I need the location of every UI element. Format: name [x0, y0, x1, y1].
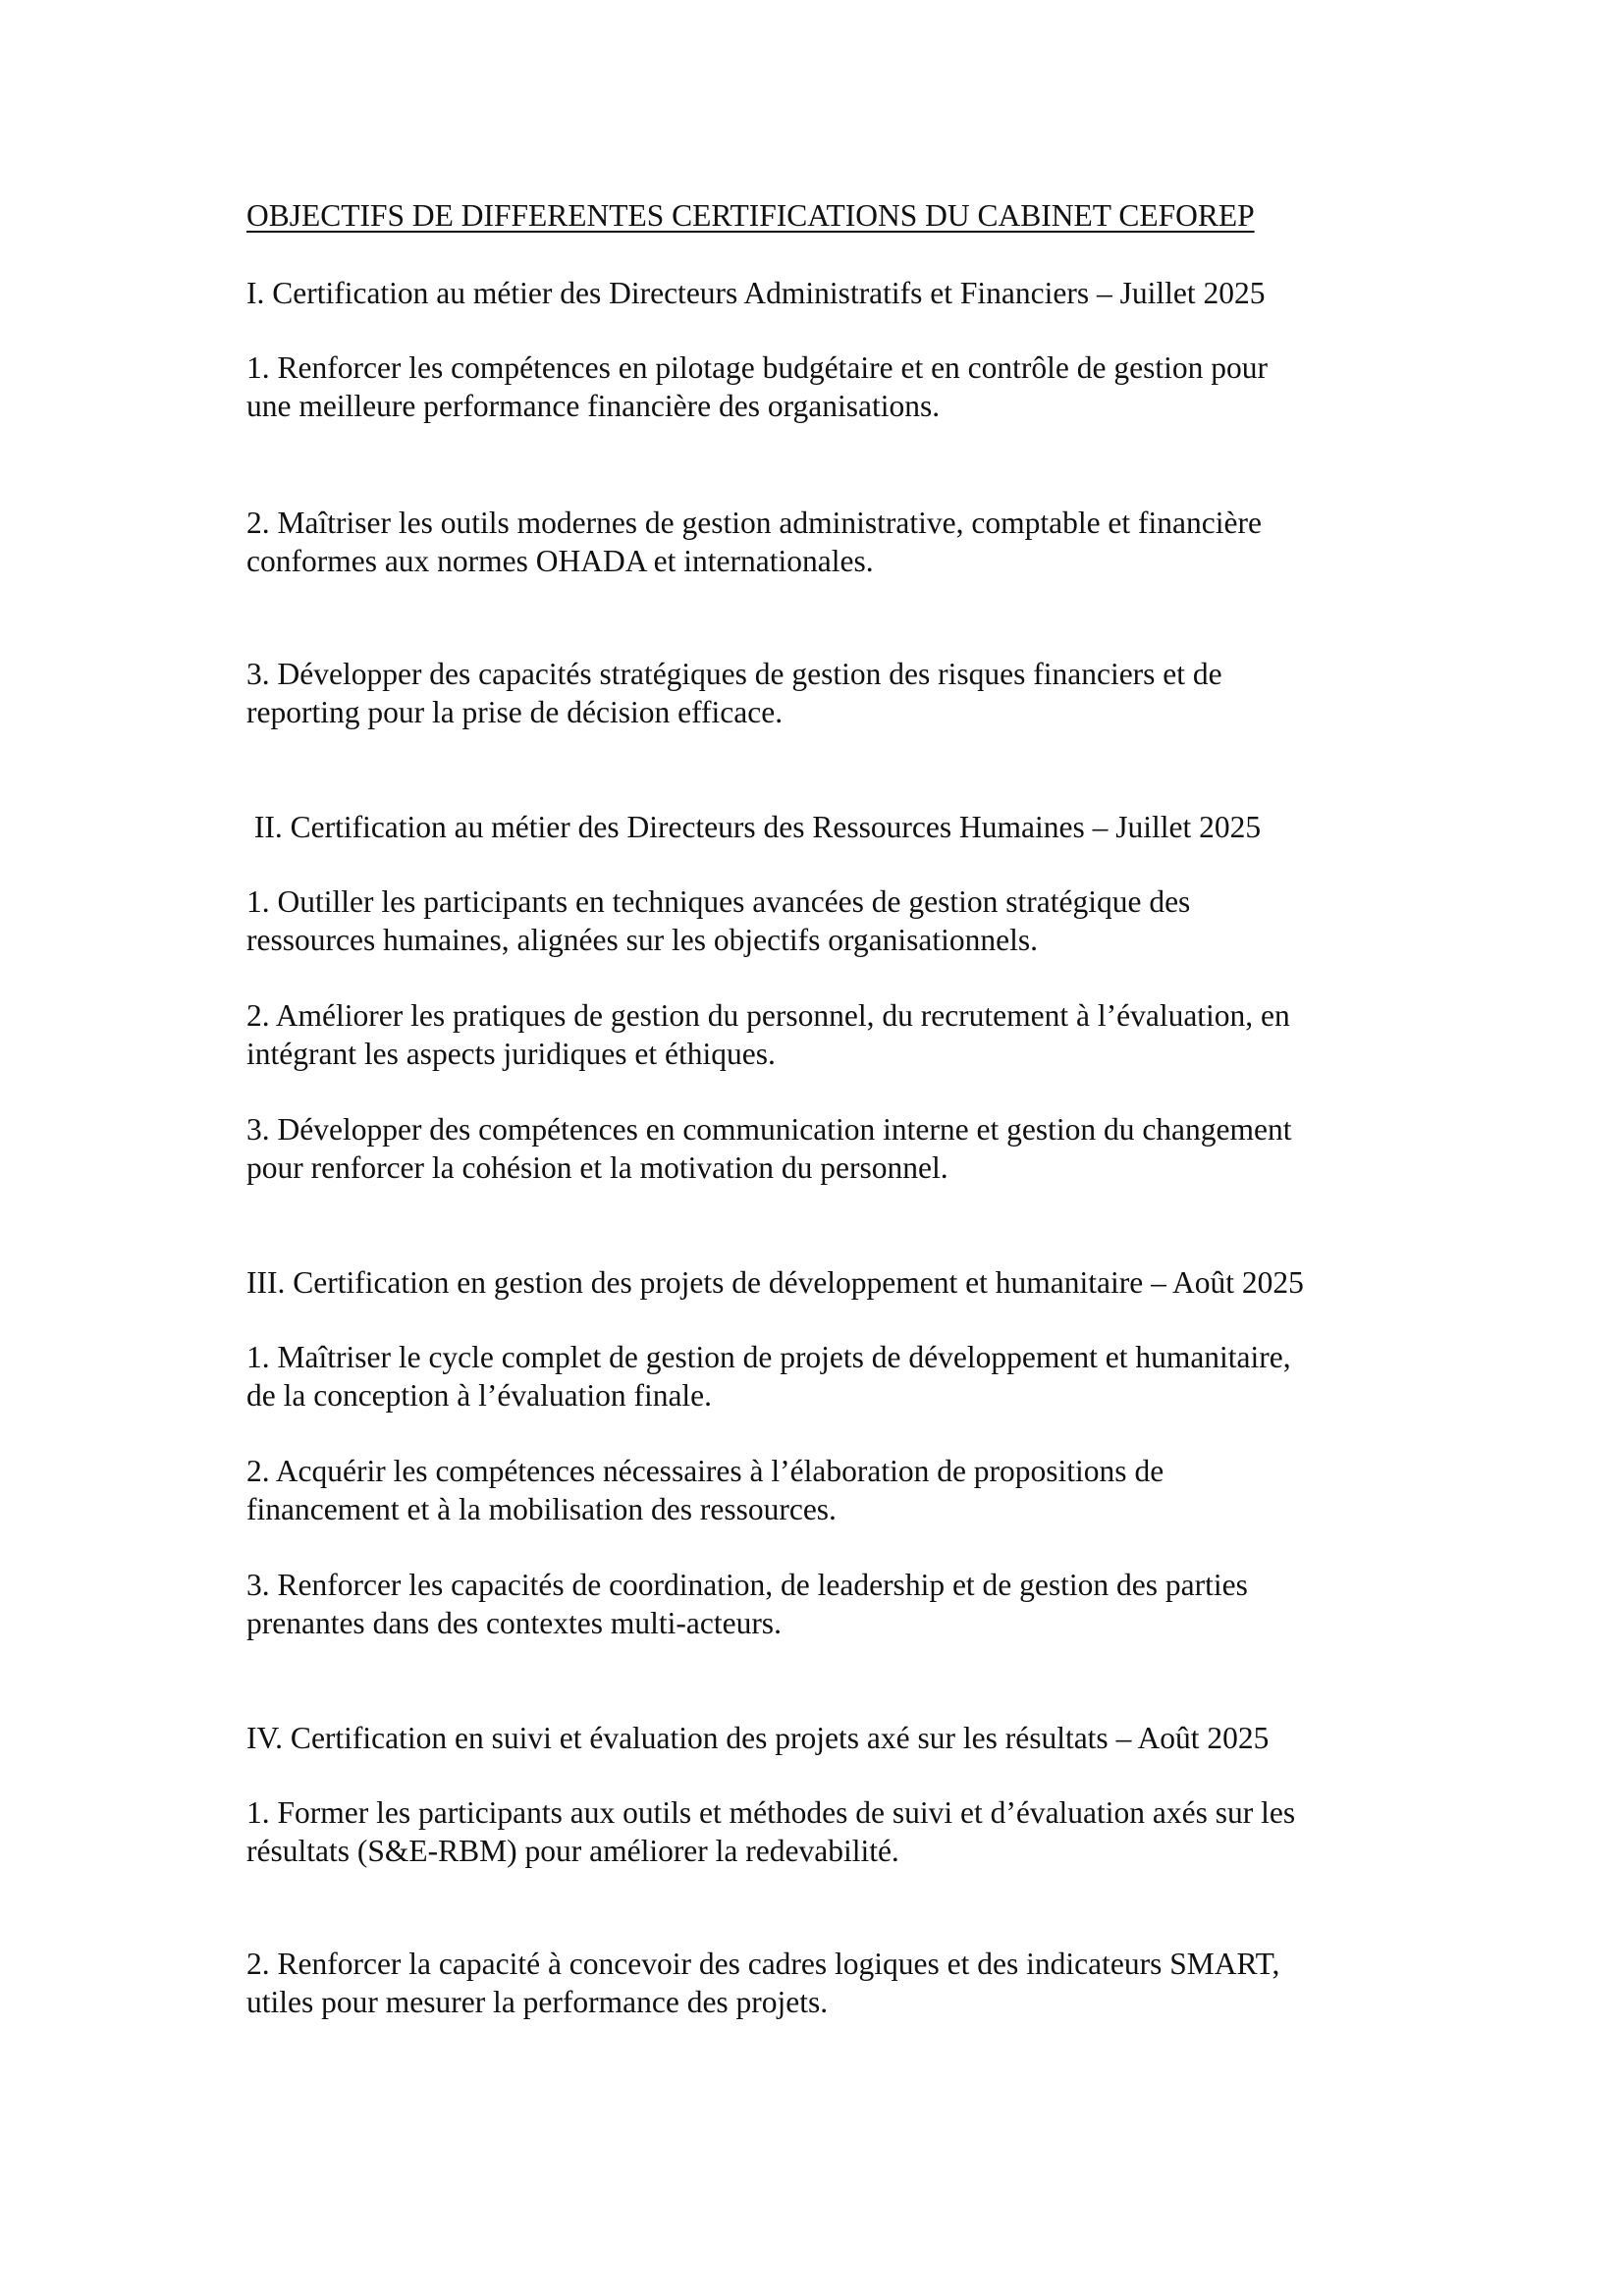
objective-1-2	[246, 504, 1425, 580]
objective-line: 3. Développer des capacités stratégiques de gestion des risques financiers et de	[246, 657, 1222, 691]
objective-line: 3. Renforcer les capacités de coordination, de leadership et de gestion des parties	[246, 1568, 1248, 1602]
objective-line: reporting pour la prise de décision efficace.	[246, 695, 784, 729]
objective-3-1	[246, 1338, 1425, 1415]
objective-line: résultats (S&E-RBM) pour améliorer la redevabilité.	[246, 1834, 899, 1868]
objective-line: intégrant les aspects juridiques et éthiques.	[246, 1037, 776, 1071]
objective-line: conformes aux normes OHADA et internationales.	[246, 544, 874, 578]
objective-3-2	[246, 1452, 1425, 1528]
document-title: OBJECTIFS DE DIFFERENTES CERTIFICATIONS DU CABINET CEFOREP	[246, 198, 1255, 233]
objective-line: 3. Développer des compétences en communication interne et gestion du changement	[246, 1112, 1292, 1147]
objective-4-2	[246, 1945, 1425, 2021]
objective-line: prenantes dans des contextes multi-acteurs.	[246, 1606, 782, 1640]
objective-line: ressources humaines, alignées sur les objectifs organisationnels.	[246, 923, 1038, 957]
objective-line: utiles pour mesurer la performance des projets.	[246, 1985, 829, 2019]
objective-line: pour renforcer la cohésion et la motivation du personnel.	[246, 1150, 948, 1185]
section-heading-4: IV. Certification en suivi et évaluation des projets axé sur les résultats – Août 2025	[246, 1721, 1270, 1755]
objective-line: 1. Renforcer les compétences en pilotage budgétaire et en contrôle de gestion pour	[246, 350, 1268, 385]
objective-line: 1. Maîtriser le cycle complet de gestion de projets de développement et humanitaire,	[246, 1340, 1291, 1374]
objective-2-2	[246, 996, 1425, 1073]
objective-3-3	[246, 1566, 1425, 1642]
objective-2-1	[246, 882, 1425, 959]
objective-line: 2. Maîtriser les outils modernes de gestion administrative, comptable et financière	[246, 506, 1262, 540]
objective-line: 2. Améliorer les pratiques de gestion du personnel, du recrutement à l’évaluation, en	[246, 998, 1290, 1033]
section-heading-1: I. Certification au métier des Directeurs Administratifs et Financiers – Juillet 2025	[246, 276, 1266, 310]
objective-line: 1. Outiller les participants en techniques avancées de gestion stratégique des	[246, 884, 1191, 919]
section-heading-2: II. Certification au métier des Directeurs des Ressources Humaines – Juillet 2025	[246, 810, 1262, 844]
objective-line: 2. Renforcer la capacité à concevoir des cadres logiques et des indicateurs SMART,	[246, 1947, 1280, 1981]
objective-line: de la conception à l’évaluation finale.	[246, 1378, 713, 1413]
objective-2-3	[246, 1110, 1425, 1187]
objective-line: 2. Acquérir les compétences nécessaires à l’élaboration de propositions de	[246, 1454, 1164, 1488]
section-heading-3: III. Certification en gestion des projets de développement et humanitaire – Août 2025	[246, 1265, 1304, 1300]
objective-1-1	[246, 348, 1425, 425]
objective-4-1	[246, 1793, 1425, 1870]
objective-line: 1. Former les participants aux outils et méthodes de suivi et d’évaluation axés sur les	[246, 1795, 1296, 1830]
objective-line: une meilleure performance financière des organisations.	[246, 389, 941, 423]
objective-1-3	[246, 655, 1425, 731]
objective-line: financement et à la mobilisation des ressources.	[246, 1492, 837, 1526]
